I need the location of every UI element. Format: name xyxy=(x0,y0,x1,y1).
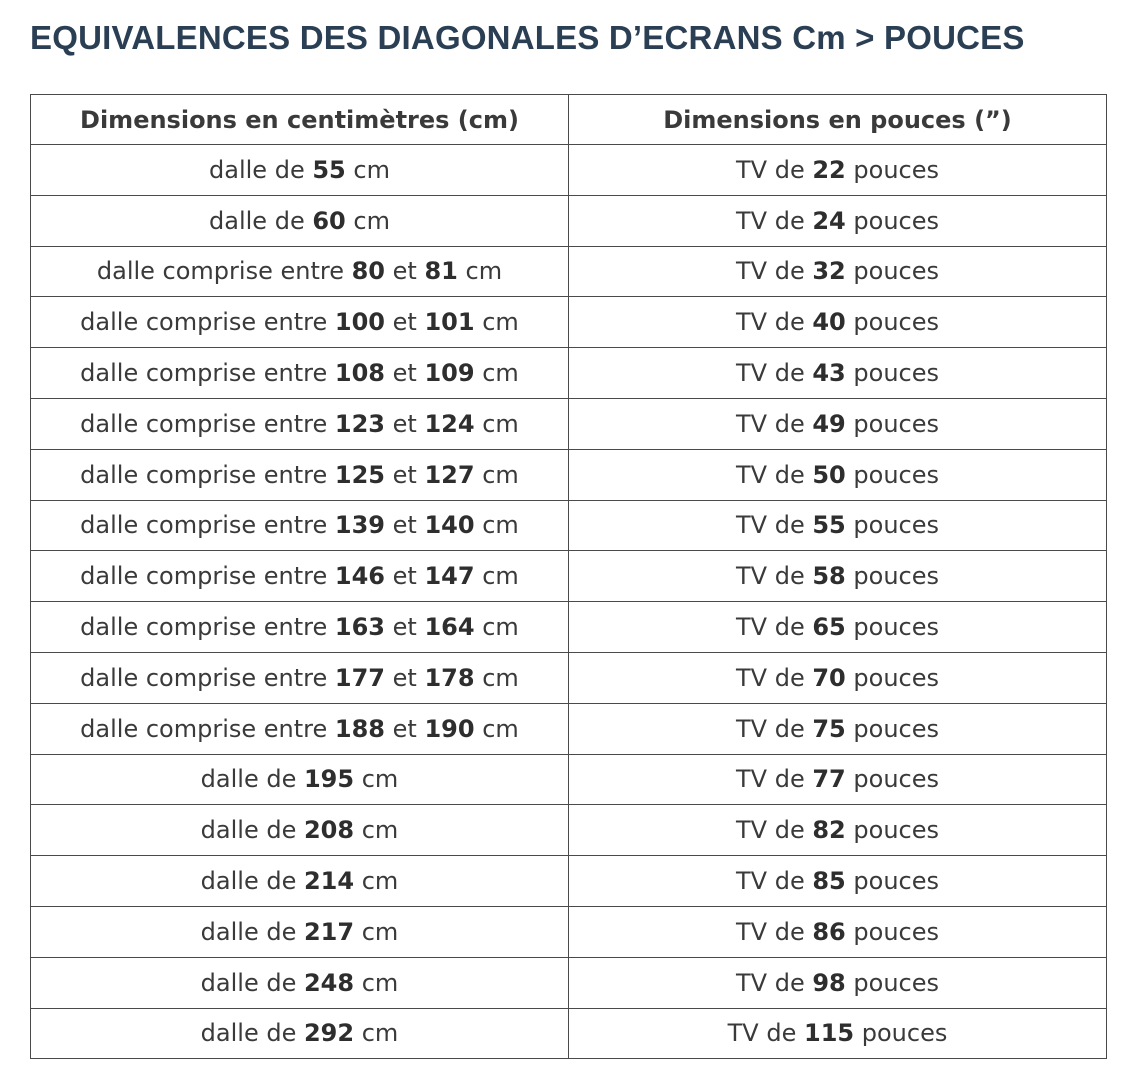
cm-prefix: dalle de xyxy=(209,155,305,184)
cm-prefix: dalle comprise entre xyxy=(80,562,328,591)
inches-prefix: TV de xyxy=(736,359,805,388)
cm-connector: et xyxy=(392,714,417,743)
inches-unit: pouces xyxy=(853,359,939,388)
table-row xyxy=(31,195,1107,246)
inches-value: 98 xyxy=(812,968,846,997)
cell-inches xyxy=(569,398,1107,449)
cell-cm xyxy=(31,246,569,297)
table-row xyxy=(31,703,1107,754)
cm-unit: cm xyxy=(361,968,399,997)
cell-cm xyxy=(31,856,569,907)
cm-prefix: dalle comprise entre xyxy=(80,714,328,743)
cm-unit: cm xyxy=(361,765,399,794)
table-row xyxy=(31,246,1107,297)
cm-unit: cm xyxy=(482,714,519,743)
cell-cm xyxy=(31,195,569,246)
cm-unit: cm xyxy=(353,206,390,235)
table-row xyxy=(31,906,1107,957)
inches-unit: pouces xyxy=(853,917,939,946)
table-row xyxy=(31,805,1107,856)
cm-prefix: dalle comprise entre xyxy=(80,613,328,642)
inches-unit: pouces xyxy=(853,968,939,997)
cell-cm xyxy=(31,1008,569,1059)
cm-connector: et xyxy=(392,511,417,540)
cm-connector: et xyxy=(392,359,417,388)
cell-inches xyxy=(569,449,1107,500)
inches-prefix: TV de xyxy=(727,1019,797,1048)
cm-value-min: 60 xyxy=(312,206,346,235)
cell-cm xyxy=(31,754,569,805)
inches-prefix: TV de xyxy=(736,511,805,540)
cm-value-min: 125 xyxy=(334,460,386,489)
cell-inches xyxy=(569,856,1107,907)
page-title: EQUIVALENCES DES DIAGONALES D’ECRANS Cm > POUCES xyxy=(30,19,1025,56)
cm-unit: cm xyxy=(361,816,399,845)
cell-cm xyxy=(31,500,569,551)
cm-value-min: 100 xyxy=(334,308,386,337)
cm-value-min: 208 xyxy=(303,816,355,845)
inches-prefix: TV de xyxy=(736,968,805,997)
header-inches: Dimensions en pouces (”) xyxy=(569,95,1107,145)
inches-prefix: TV de xyxy=(736,155,805,184)
cm-value-min: 123 xyxy=(334,409,386,438)
cm-value-max: 124 xyxy=(424,409,475,438)
cm-value-max: 101 xyxy=(424,308,475,337)
cell-inches xyxy=(569,1008,1107,1059)
inches-unit: pouces xyxy=(853,511,939,540)
table-row xyxy=(31,957,1107,1008)
inches-prefix: TV de xyxy=(736,816,805,845)
table-row xyxy=(31,348,1107,399)
inches-value: 49 xyxy=(812,409,846,438)
cm-connector: et xyxy=(392,257,417,286)
cm-prefix: dalle comprise entre xyxy=(80,511,328,540)
cm-prefix: dalle comprise entre xyxy=(80,409,328,438)
inches-value: 86 xyxy=(812,917,846,946)
cell-inches xyxy=(569,246,1107,297)
inches-unit: pouces xyxy=(853,714,939,743)
inches-prefix: TV de xyxy=(736,663,805,692)
cm-value-min: 146 xyxy=(334,562,386,591)
cell-cm xyxy=(31,703,569,754)
cm-prefix: dalle de xyxy=(200,816,297,845)
cell-inches xyxy=(569,957,1107,1008)
inches-prefix: TV de xyxy=(736,917,805,946)
inches-value: 82 xyxy=(812,816,846,845)
cell-inches xyxy=(569,145,1107,196)
cm-value-min: 292 xyxy=(303,1019,355,1048)
inches-unit: pouces xyxy=(861,1019,948,1048)
table-row xyxy=(31,500,1107,551)
cm-connector: et xyxy=(392,409,417,438)
table-row xyxy=(31,1008,1107,1059)
cell-inches xyxy=(569,500,1107,551)
table-body xyxy=(31,145,1107,1059)
inches-unit: pouces xyxy=(853,663,939,692)
cm-value-min: 248 xyxy=(303,968,355,997)
cm-value-min: 55 xyxy=(312,155,346,184)
inches-prefix: TV de xyxy=(736,613,805,642)
cm-value-max: 140 xyxy=(424,511,475,540)
cm-prefix: dalle de xyxy=(200,917,297,946)
cm-value-min: 139 xyxy=(334,511,386,540)
cm-connector: et xyxy=(392,460,417,489)
cm-unit: cm xyxy=(353,155,390,184)
cm-unit: cm xyxy=(482,613,519,642)
table-row xyxy=(31,652,1107,703)
cm-value-max: 178 xyxy=(424,663,475,692)
cm-value-min: 108 xyxy=(334,359,386,388)
header-row xyxy=(31,95,1107,145)
inches-prefix: TV de xyxy=(736,714,805,743)
inches-unit: pouces xyxy=(853,155,939,184)
cell-inches xyxy=(569,551,1107,602)
table-header xyxy=(31,95,1107,145)
cell-cm xyxy=(31,297,569,348)
inches-value: 55 xyxy=(812,511,846,540)
inches-unit: pouces xyxy=(853,765,939,794)
cm-prefix: dalle comprise entre xyxy=(96,257,344,286)
cm-unit: cm xyxy=(482,308,519,337)
inches-value: 85 xyxy=(812,867,846,896)
cm-value-min: 80 xyxy=(351,257,386,286)
cm-prefix: dalle de xyxy=(200,968,297,997)
table-row xyxy=(31,754,1107,805)
cell-inches xyxy=(569,754,1107,805)
cm-unit: cm xyxy=(361,1019,399,1048)
cm-unit: cm xyxy=(482,511,519,540)
cell-cm xyxy=(31,805,569,856)
inches-value: 58 xyxy=(812,562,846,591)
cell-inches xyxy=(569,652,1107,703)
cm-prefix: dalle de xyxy=(200,1019,297,1048)
inches-unit: pouces xyxy=(853,257,939,286)
inches-unit: pouces xyxy=(853,562,939,591)
inches-unit: pouces xyxy=(853,460,939,489)
cm-unit: cm xyxy=(361,867,399,896)
cm-unit: cm xyxy=(482,663,519,692)
header-cm: Dimensions en centimètres (cm) xyxy=(31,95,569,145)
cm-value-min: 163 xyxy=(334,613,386,642)
table-row xyxy=(31,145,1107,196)
table-row xyxy=(31,449,1107,500)
table-row xyxy=(31,398,1107,449)
inches-prefix: TV de xyxy=(736,562,805,591)
cm-prefix: dalle comprise entre xyxy=(80,663,328,692)
cell-cm xyxy=(31,906,569,957)
table-row xyxy=(31,297,1107,348)
cm-prefix: dalle de xyxy=(200,867,297,896)
cell-inches xyxy=(569,906,1107,957)
inches-unit: pouces xyxy=(853,409,939,438)
cm-value-max: 81 xyxy=(424,257,458,286)
cell-cm xyxy=(31,957,569,1008)
cm-unit: cm xyxy=(482,562,519,591)
cell-inches xyxy=(569,348,1107,399)
inches-value: 65 xyxy=(812,613,846,642)
cm-unit: cm xyxy=(482,409,519,438)
cm-value-max: 109 xyxy=(424,359,475,388)
cm-value-max: 147 xyxy=(424,562,475,591)
cm-value-min: 177 xyxy=(334,663,386,692)
cm-value-min: 214 xyxy=(303,867,355,896)
cell-cm xyxy=(31,449,569,500)
inches-value: 77 xyxy=(812,765,846,794)
cm-value-max: 127 xyxy=(424,460,475,489)
inches-value: 22 xyxy=(812,155,846,184)
inches-prefix: TV de xyxy=(736,206,805,235)
cell-cm xyxy=(31,348,569,399)
cell-cm xyxy=(31,398,569,449)
inches-value: 50 xyxy=(812,460,846,489)
cm-value-min: 195 xyxy=(303,765,355,794)
conversion-table xyxy=(30,94,1107,1059)
inches-unit: pouces xyxy=(853,206,939,235)
cell-cm xyxy=(31,652,569,703)
cm-connector: et xyxy=(392,308,417,337)
inches-value: 75 xyxy=(812,714,846,743)
cm-unit: cm xyxy=(482,460,519,489)
cm-value-min: 188 xyxy=(334,714,386,743)
cell-inches xyxy=(569,805,1107,856)
table-row xyxy=(31,602,1107,653)
inches-value: 43 xyxy=(812,359,846,388)
cm-prefix: dalle comprise entre xyxy=(80,359,328,388)
cell-inches xyxy=(569,602,1107,653)
inches-prefix: TV de xyxy=(736,867,805,896)
inches-unit: pouces xyxy=(853,308,939,337)
cm-prefix: dalle de xyxy=(209,206,305,235)
inches-value: 115 xyxy=(804,1019,855,1048)
cell-inches xyxy=(569,297,1107,348)
cm-value-max: 190 xyxy=(424,714,475,743)
cm-prefix: dalle comprise entre xyxy=(80,308,328,337)
cm-value-max: 164 xyxy=(424,613,475,642)
inches-unit: pouces xyxy=(853,867,939,896)
cm-unit: cm xyxy=(465,257,503,286)
inches-prefix: TV de xyxy=(736,765,805,794)
inches-value: 24 xyxy=(812,206,846,235)
table-row xyxy=(31,856,1107,907)
inches-prefix: TV de xyxy=(736,409,805,438)
inches-prefix: TV de xyxy=(736,460,805,489)
cm-value-min: 217 xyxy=(303,917,355,946)
cm-connector: et xyxy=(392,663,417,692)
inches-prefix: TV de xyxy=(736,308,805,337)
cell-inches xyxy=(569,703,1107,754)
cm-connector: et xyxy=(392,562,417,591)
inches-unit: pouces xyxy=(853,613,939,642)
inches-unit: pouces xyxy=(853,816,939,845)
cell-cm xyxy=(31,551,569,602)
cell-cm xyxy=(31,602,569,653)
cm-prefix: dalle de xyxy=(200,765,297,794)
cm-unit: cm xyxy=(482,359,519,388)
table-row xyxy=(31,551,1107,602)
inches-value: 70 xyxy=(812,663,846,692)
cm-prefix: dalle comprise entre xyxy=(80,460,328,489)
cm-unit: cm xyxy=(361,917,399,946)
cell-cm xyxy=(31,145,569,196)
inches-value: 40 xyxy=(812,308,846,337)
inches-value: 32 xyxy=(812,257,846,286)
cm-connector: et xyxy=(392,613,417,642)
cell-inches xyxy=(569,195,1107,246)
inches-prefix: TV de xyxy=(736,257,805,286)
